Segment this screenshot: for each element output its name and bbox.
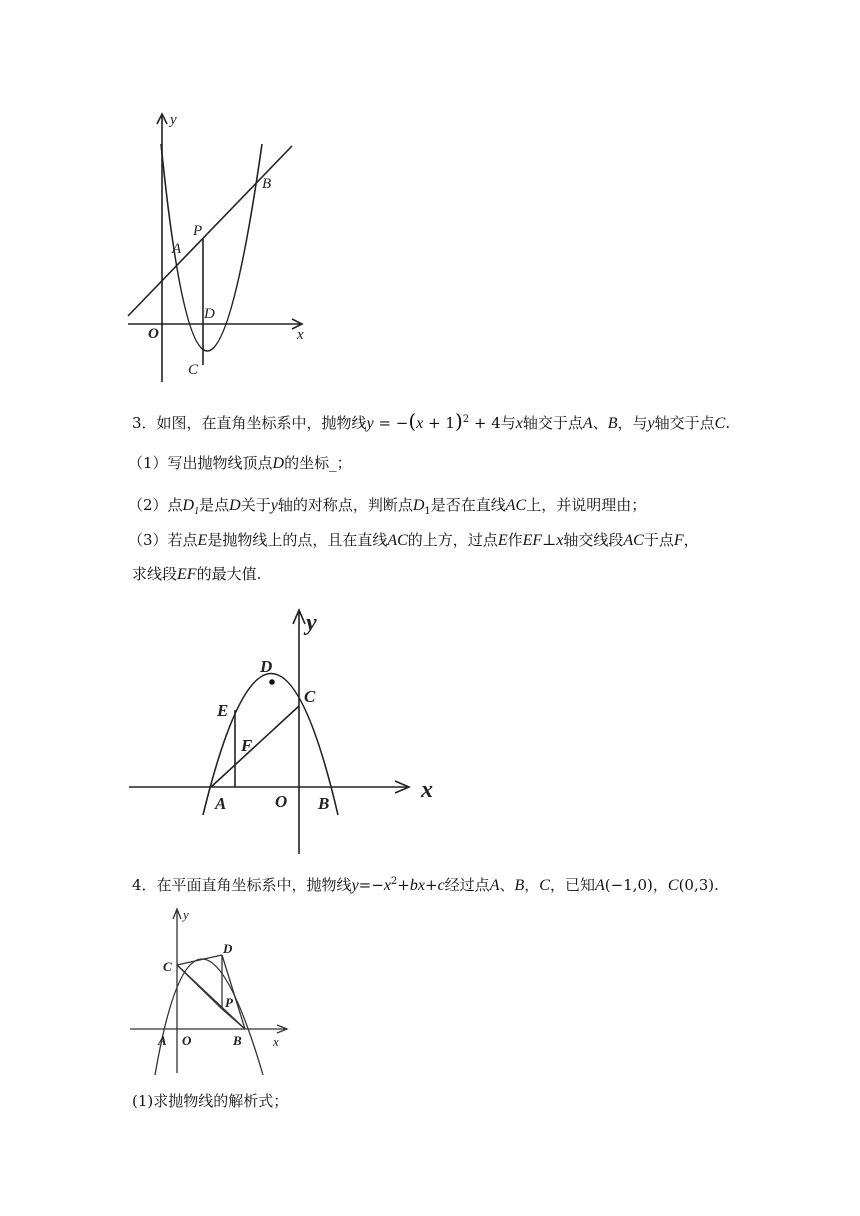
q3-intro-text-2: 与 bbox=[500, 414, 516, 432]
q3-intro-text-3: 轴交于点 bbox=[522, 414, 583, 432]
eq-plus: + bbox=[397, 876, 410, 894]
label-C: C bbox=[188, 362, 199, 378]
y-var: y bbox=[270, 497, 278, 514]
q3-intro-text-5: 轴交于点 bbox=[654, 414, 715, 432]
eq-plus-1: + 1 bbox=[423, 414, 455, 432]
q3-sub2 bbox=[128, 495, 646, 522]
point-B: B bbox=[607, 415, 618, 432]
line-AC: AC bbox=[387, 532, 408, 549]
point-A: A bbox=[582, 415, 593, 432]
label-y: y bbox=[183, 907, 189, 922]
exponent: 2 bbox=[390, 876, 398, 887]
sub3-line2-text-2: 的最大值. bbox=[196, 565, 262, 583]
subscript-1: 1 bbox=[194, 506, 200, 517]
label-B: B bbox=[318, 794, 330, 813]
label-A: A bbox=[215, 794, 227, 813]
point-D1: D bbox=[412, 497, 425, 514]
figure-2-svg bbox=[125, 590, 445, 860]
segment-CP bbox=[177, 965, 222, 1009]
sub3-text-4: 作 bbox=[507, 531, 523, 549]
q3-sub1 bbox=[128, 453, 352, 474]
label-A: A bbox=[172, 241, 182, 257]
x-var: x bbox=[515, 415, 523, 432]
figure-3-svg bbox=[125, 903, 295, 1078]
label-B: B bbox=[262, 176, 272, 192]
figure-1 bbox=[120, 108, 320, 388]
sub3-text-1: （3）若点 bbox=[128, 531, 198, 549]
eq-equals: = − bbox=[373, 414, 409, 432]
figure-1-svg bbox=[120, 108, 320, 388]
q3-number: 3． bbox=[132, 414, 157, 432]
sub3-text-2: 是抛物线上的点，且在直线 bbox=[207, 531, 388, 549]
sep: ， bbox=[524, 876, 540, 894]
subscript-1: 1 bbox=[424, 506, 431, 517]
segment-EF: EF bbox=[522, 532, 543, 549]
line-AB bbox=[128, 146, 292, 316]
sub2-text-4: 轴的对称点，判断点 bbox=[277, 496, 413, 514]
label-x: x bbox=[421, 777, 433, 803]
label-y: y bbox=[306, 610, 317, 636]
point-F: F bbox=[673, 532, 684, 549]
x-var: x bbox=[383, 877, 391, 894]
point-A: A bbox=[594, 877, 605, 894]
vertex-D-dot bbox=[269, 679, 275, 685]
label-P: P bbox=[193, 223, 203, 239]
eq-rest: + 4 bbox=[469, 414, 501, 432]
sub2-text-1: （2）点 bbox=[128, 496, 183, 514]
label-P: P bbox=[225, 995, 233, 1010]
eq-plus: + bbox=[424, 876, 438, 894]
period: . bbox=[714, 876, 719, 894]
x-var: x bbox=[556, 532, 564, 549]
coord-C: (0,3) bbox=[678, 876, 715, 894]
sub3-text-7: ， bbox=[683, 531, 699, 549]
point-C: C bbox=[667, 877, 679, 894]
q4-text-1: 在平面直角坐标系中，抛物线 bbox=[156, 876, 352, 894]
q4-number: 4． bbox=[132, 876, 157, 894]
eq-c: c bbox=[437, 877, 445, 894]
eq-paren-close: ) bbox=[454, 409, 463, 433]
sub2-text-6: 上，并说明理由； bbox=[526, 496, 647, 514]
eq-part-1: =− bbox=[358, 876, 384, 894]
eq-x: x bbox=[416, 415, 424, 432]
q4-sub1 bbox=[132, 1091, 288, 1111]
sub1-text: （1）写出抛物线顶点 bbox=[128, 454, 273, 472]
segment-CD bbox=[177, 955, 222, 965]
perp-symbol: ⊥ bbox=[542, 531, 557, 549]
point-A: A bbox=[489, 877, 500, 894]
label-O: O bbox=[182, 1033, 192, 1048]
q3-intro bbox=[132, 410, 730, 434]
sub3-text-3: 的上方，过点 bbox=[407, 531, 498, 549]
eq-exponent: 2 bbox=[462, 414, 470, 425]
q3-intro-text-4: ，与 bbox=[617, 414, 648, 432]
q3-sub3 bbox=[128, 530, 699, 551]
period: . bbox=[725, 414, 731, 432]
figure-3 bbox=[125, 903, 295, 1078]
label-origin: O bbox=[148, 326, 159, 342]
q3-intro-text-1: 如图，在直角坐标系中，抛物线 bbox=[156, 414, 367, 432]
y-var: y bbox=[647, 415, 655, 432]
label-x: x bbox=[297, 327, 304, 343]
parabola bbox=[155, 959, 263, 1075]
point-D: D bbox=[229, 497, 241, 514]
q4-text-3: ，已知 bbox=[549, 876, 595, 894]
label-C: C bbox=[163, 959, 172, 974]
label-x: x bbox=[273, 1034, 279, 1049]
q3-sub3-line2 bbox=[132, 564, 261, 585]
label-D: D bbox=[223, 941, 233, 956]
segment-EF: EF bbox=[177, 566, 197, 583]
sub1-text-end: 的坐标_； bbox=[284, 454, 352, 472]
figure-2 bbox=[125, 590, 445, 860]
sep: ， bbox=[652, 876, 668, 894]
sub2-text-3: 关于 bbox=[240, 496, 271, 514]
label-O: O bbox=[275, 792, 288, 811]
y-var: y bbox=[351, 877, 359, 894]
label-F: F bbox=[241, 736, 253, 755]
point-E: E bbox=[497, 532, 508, 549]
label-y: y bbox=[170, 112, 177, 128]
label-B: B bbox=[233, 1033, 242, 1048]
label-D: D bbox=[260, 657, 273, 676]
label-A: A bbox=[158, 1033, 167, 1048]
point-E: E bbox=[197, 532, 208, 549]
sub2-text-2: 是点 bbox=[199, 496, 230, 514]
point-C: C bbox=[539, 877, 550, 894]
q4-text-2: 经过点 bbox=[444, 876, 490, 894]
sep: 、 bbox=[592, 414, 608, 432]
coord-A: (−1,0) bbox=[604, 876, 653, 894]
sub3-text-5: 轴交线段 bbox=[563, 531, 624, 549]
eq-paren-open: ( bbox=[408, 409, 417, 433]
point-D: D bbox=[272, 455, 285, 472]
point-D1: D bbox=[182, 497, 195, 514]
eq-y: y bbox=[366, 415, 374, 432]
eq-bx: bx bbox=[409, 877, 425, 894]
label-D: D bbox=[204, 306, 215, 322]
sep: 、 bbox=[499, 876, 515, 894]
q4-intro bbox=[132, 872, 719, 896]
sub3-line2-text-1: 求线段 bbox=[132, 565, 178, 583]
line-AC: AC bbox=[505, 497, 527, 514]
label-E: E bbox=[217, 701, 229, 720]
line-AC: AC bbox=[623, 532, 644, 549]
point-B: B bbox=[514, 877, 525, 894]
sub2-text-5: 是否在直线 bbox=[430, 496, 506, 514]
label-C: C bbox=[304, 687, 316, 706]
point-C: C bbox=[714, 415, 726, 432]
sub3-text-6: 于点 bbox=[643, 531, 674, 549]
q4-sub1-text: (1)求抛物线的解析式； bbox=[132, 1092, 289, 1110]
